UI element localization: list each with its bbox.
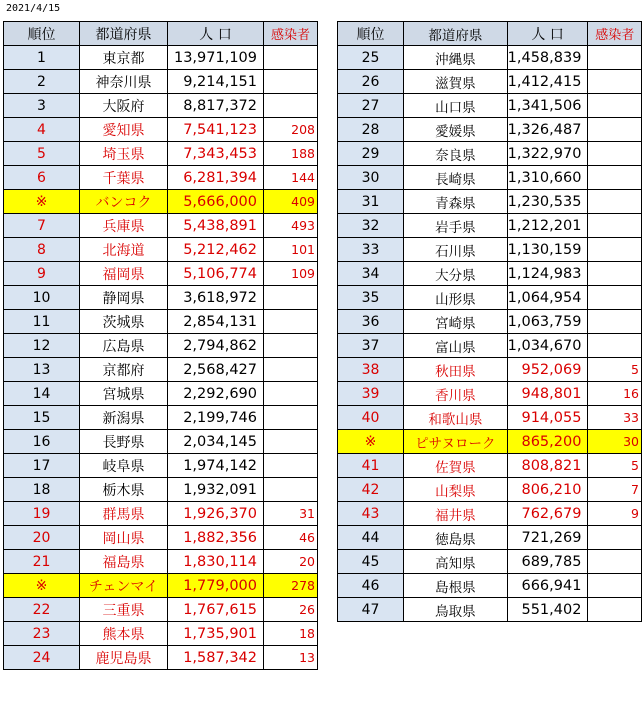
population-cell: 1,412,415 [507, 70, 588, 94]
prefecture-cell: 茨城県 [80, 310, 168, 334]
prefecture-cell: 長野県 [80, 430, 168, 454]
infected-cell [588, 118, 642, 142]
rank-cell: 28 [338, 118, 404, 142]
table-row [4, 46, 318, 70]
infected-cell [588, 46, 642, 70]
infected-cell: 31 [264, 502, 318, 526]
infected-cell: 13 [264, 646, 318, 670]
infected-cell: 30 [588, 430, 642, 454]
rank-cell: 45 [338, 550, 404, 574]
rank-cell: ※ [338, 430, 404, 454]
population-cell: 7,541,123 [168, 118, 264, 142]
rank-cell: 16 [4, 430, 80, 454]
table-row [4, 622, 318, 646]
table-row [4, 142, 318, 166]
infected-cell [588, 310, 642, 334]
infected-cell [588, 70, 642, 94]
table-row [338, 406, 642, 430]
prefecture-cell: 群馬県 [80, 502, 168, 526]
population-cell: 2,854,131 [168, 310, 264, 334]
prefecture-cell: 高知県 [404, 550, 508, 574]
table-row [338, 598, 642, 622]
rank-cell: 12 [4, 334, 80, 358]
population-cell: 5,212,462 [168, 238, 264, 262]
rank-cell: 35 [338, 286, 404, 310]
infected-cell: 18 [264, 622, 318, 646]
prefecture-cell: 和歌山県 [404, 406, 508, 430]
infected-cell: 109 [264, 262, 318, 286]
infected-cell [588, 94, 642, 118]
rank-cell: 15 [4, 406, 80, 430]
table-row [4, 478, 318, 502]
population-cell: 721,269 [507, 526, 588, 550]
prefecture-cell: バンコク [80, 190, 168, 214]
rank-cell: 6 [4, 166, 80, 190]
table-row [4, 286, 318, 310]
prefecture-cell: 山梨県 [404, 478, 508, 502]
population-cell: 8,817,372 [168, 94, 264, 118]
infected-cell [264, 406, 318, 430]
population-cell: 1,830,114 [168, 550, 264, 574]
rank-cell: 44 [338, 526, 404, 550]
population-cell: 1,926,370 [168, 502, 264, 526]
rank-cell: 46 [338, 574, 404, 598]
header-population: 人 口 [507, 22, 588, 46]
rank-cell: 7 [4, 214, 80, 238]
population-cell: 1,063,759 [507, 310, 588, 334]
prefecture-cell: 青森県 [404, 190, 508, 214]
table-body-right [338, 22, 642, 622]
population-cell: 551,402 [507, 598, 588, 622]
population-cell: 2,199,746 [168, 406, 264, 430]
table-row [338, 118, 642, 142]
infected-cell [588, 598, 642, 622]
rank-cell: 5 [4, 142, 80, 166]
infected-cell [588, 238, 642, 262]
prefecture-cell: 岩手県 [404, 214, 508, 238]
population-cell: 914,055 [507, 406, 588, 430]
infected-cell [264, 286, 318, 310]
prefecture-cell: 北海道 [80, 238, 168, 262]
prefecture-cell: 福島県 [80, 550, 168, 574]
population-cell: 7,343,453 [168, 142, 264, 166]
prefecture-cell: 岡山県 [80, 526, 168, 550]
prefecture-cell: 埼玉県 [80, 142, 168, 166]
table-row [4, 118, 318, 142]
infected-cell [588, 166, 642, 190]
prefecture-cell: 静岡県 [80, 286, 168, 310]
population-cell: 808,821 [507, 454, 588, 478]
prefecture-cell: 三重県 [80, 598, 168, 622]
infected-cell: 46 [264, 526, 318, 550]
prefecture-cell: 宮城県 [80, 382, 168, 406]
table-row [4, 550, 318, 574]
rank-cell: 36 [338, 310, 404, 334]
infected-cell [588, 334, 642, 358]
population-cell: 1,212,201 [507, 214, 588, 238]
table-row [4, 646, 318, 670]
infected-cell [264, 94, 318, 118]
prefecture-cell: 沖縄県 [404, 46, 508, 70]
rank-cell: 19 [4, 502, 80, 526]
rank-cell: 9 [4, 262, 80, 286]
rank-cell: 3 [4, 94, 80, 118]
infected-cell [588, 214, 642, 238]
table-row [4, 526, 318, 550]
prefecture-cell: 鳥取県 [404, 598, 508, 622]
population-cell: 1,458,839 [507, 46, 588, 70]
population-cell: 948,801 [507, 382, 588, 406]
table-row [338, 190, 642, 214]
infected-cell [588, 550, 642, 574]
prefecture-cell: 熊本県 [80, 622, 168, 646]
population-cell: 1,735,901 [168, 622, 264, 646]
rank-cell: 10 [4, 286, 80, 310]
population-cell: 1,322,970 [507, 142, 588, 166]
prefecture-cell: 福岡県 [80, 262, 168, 286]
table-row [338, 166, 642, 190]
rank-cell: 33 [338, 238, 404, 262]
infected-cell: 33 [588, 406, 642, 430]
prefecture-cell: 神奈川県 [80, 70, 168, 94]
prefecture-cell: 岐阜県 [80, 454, 168, 478]
population-cell: 2,568,427 [168, 358, 264, 382]
header-rank: 順位 [338, 22, 404, 46]
table-row [338, 142, 642, 166]
infected-cell [264, 310, 318, 334]
rank-cell: ※ [4, 574, 80, 598]
infected-cell: 5 [588, 454, 642, 478]
table-row [4, 502, 318, 526]
population-cell: 3,618,972 [168, 286, 264, 310]
prefecture-cell: 奈良県 [404, 142, 508, 166]
rank-cell: 20 [4, 526, 80, 550]
prefecture-cell: 福井県 [404, 502, 508, 526]
table-row [4, 94, 318, 118]
infected-cell [588, 142, 642, 166]
table-row [4, 214, 318, 238]
rank-cell: 13 [4, 358, 80, 382]
population-cell: 1,064,954 [507, 286, 588, 310]
infected-cell [264, 478, 318, 502]
table-row [338, 574, 642, 598]
population-cell: 1,932,091 [168, 478, 264, 502]
prefecture-cell: 島根県 [404, 574, 508, 598]
prefecture-cell: 秋田県 [404, 358, 508, 382]
population-cell: 1,767,615 [168, 598, 264, 622]
population-cell: 666,941 [507, 574, 588, 598]
infected-cell: 144 [264, 166, 318, 190]
prefecture-cell: 佐賀県 [404, 454, 508, 478]
population-cell: 5,106,774 [168, 262, 264, 286]
table-row [4, 358, 318, 382]
infected-cell: 20 [264, 550, 318, 574]
population-cell: 1,326,487 [507, 118, 588, 142]
prefecture-cell: 長崎県 [404, 166, 508, 190]
rank-cell: 25 [338, 46, 404, 70]
rank-cell: 18 [4, 478, 80, 502]
population-table-left [3, 21, 318, 670]
infected-cell: 493 [264, 214, 318, 238]
table-row [4, 598, 318, 622]
table-row [338, 310, 642, 334]
population-cell: 2,794,862 [168, 334, 264, 358]
highlight-row [338, 430, 642, 454]
prefecture-cell: 山形県 [404, 286, 508, 310]
table-row [4, 430, 318, 454]
table-row [4, 454, 318, 478]
population-cell: 1,341,506 [507, 94, 588, 118]
infected-cell [588, 262, 642, 286]
rank-cell: 23 [4, 622, 80, 646]
rank-cell: 39 [338, 382, 404, 406]
prefecture-cell: 兵庫県 [80, 214, 168, 238]
population-cell: 2,034,145 [168, 430, 264, 454]
population-cell: 1,310,660 [507, 166, 588, 190]
infected-cell [264, 358, 318, 382]
table-row [338, 502, 642, 526]
population-cell: 1,230,535 [507, 190, 588, 214]
table-row [4, 406, 318, 430]
prefecture-cell: 香川県 [404, 382, 508, 406]
population-cell: 1,130,159 [507, 238, 588, 262]
date-label: 2021/4/15 [6, 3, 61, 14]
prefecture-cell: 千葉県 [80, 166, 168, 190]
prefecture-cell: 栃木県 [80, 478, 168, 502]
prefecture-cell: 徳島県 [404, 526, 508, 550]
infected-cell: 188 [264, 142, 318, 166]
table-row [338, 214, 642, 238]
infected-cell [264, 46, 318, 70]
prefecture-cell: 石川県 [404, 238, 508, 262]
population-cell: 1,974,142 [168, 454, 264, 478]
infected-cell: 9 [588, 502, 642, 526]
rank-cell: 30 [338, 166, 404, 190]
infected-cell [588, 190, 642, 214]
header-population: 人 口 [168, 22, 264, 46]
rank-cell: 31 [338, 190, 404, 214]
table-row [4, 334, 318, 358]
header-infected: 感染者 [264, 22, 318, 46]
population-cell: 1,882,356 [168, 526, 264, 550]
rank-cell: 24 [4, 646, 80, 670]
prefecture-cell: 愛媛県 [404, 118, 508, 142]
infected-cell [588, 526, 642, 550]
rank-cell: 42 [338, 478, 404, 502]
table-row [4, 70, 318, 94]
table-row [4, 310, 318, 334]
prefecture-cell: 大阪府 [80, 94, 168, 118]
rank-cell: 1 [4, 46, 80, 70]
rank-cell: 14 [4, 382, 80, 406]
rank-cell: 11 [4, 310, 80, 334]
rank-cell: 22 [4, 598, 80, 622]
infected-cell [588, 574, 642, 598]
rank-cell: 8 [4, 238, 80, 262]
table-row [4, 382, 318, 406]
rank-cell: 2 [4, 70, 80, 94]
highlight-row [4, 574, 318, 598]
infected-cell [264, 454, 318, 478]
infected-cell [588, 286, 642, 310]
population-cell: 806,210 [507, 478, 588, 502]
infected-cell [264, 334, 318, 358]
table-row [338, 478, 642, 502]
rank-cell: 4 [4, 118, 80, 142]
table-row [338, 526, 642, 550]
rank-cell: 47 [338, 598, 404, 622]
prefecture-cell: 大分県 [404, 262, 508, 286]
population-cell: 1,779,000 [168, 574, 264, 598]
population-cell: 5,666,000 [168, 190, 264, 214]
infected-cell [264, 430, 318, 454]
header-row [4, 22, 318, 46]
table-row [338, 94, 642, 118]
table-row [338, 550, 642, 574]
table-row [338, 46, 642, 70]
rank-cell: 21 [4, 550, 80, 574]
rank-cell: 43 [338, 502, 404, 526]
infected-cell: 101 [264, 238, 318, 262]
rank-cell: 26 [338, 70, 404, 94]
table-row [4, 262, 318, 286]
rank-cell: 34 [338, 262, 404, 286]
rank-cell: ※ [4, 190, 80, 214]
prefecture-cell: 富山県 [404, 334, 508, 358]
population-cell: 6,281,394 [168, 166, 264, 190]
rank-cell: 40 [338, 406, 404, 430]
highlight-row [4, 190, 318, 214]
infected-cell: 16 [588, 382, 642, 406]
infected-cell: 7 [588, 478, 642, 502]
header-row [338, 22, 642, 46]
population-cell: 1,587,342 [168, 646, 264, 670]
infected-cell [264, 382, 318, 406]
table-row [338, 70, 642, 94]
infected-cell: 5 [588, 358, 642, 382]
table-row [338, 454, 642, 478]
rank-cell: 29 [338, 142, 404, 166]
population-cell: 9,214,151 [168, 70, 264, 94]
table-row [338, 286, 642, 310]
header-infected: 感染者 [588, 22, 642, 46]
population-cell: 13,971,109 [168, 46, 264, 70]
infected-cell: 208 [264, 118, 318, 142]
prefecture-cell: 広島県 [80, 334, 168, 358]
prefecture-cell: 鹿児島県 [80, 646, 168, 670]
rank-cell: 17 [4, 454, 80, 478]
table-row [4, 238, 318, 262]
header-prefecture: 都道府県 [404, 22, 508, 46]
rank-cell: 41 [338, 454, 404, 478]
prefecture-cell: 愛知県 [80, 118, 168, 142]
header-rank: 順位 [4, 22, 80, 46]
population-table-right [337, 21, 642, 622]
population-cell: 1,124,983 [507, 262, 588, 286]
table-row [338, 358, 642, 382]
population-cell: 1,034,670 [507, 334, 588, 358]
infected-cell [264, 70, 318, 94]
population-cell: 5,438,891 [168, 214, 264, 238]
table-row [338, 238, 642, 262]
prefecture-cell: 宮崎県 [404, 310, 508, 334]
prefecture-cell: ピサヌローク [404, 430, 508, 454]
population-cell: 689,785 [507, 550, 588, 574]
population-cell: 762,679 [507, 502, 588, 526]
population-cell: 2,292,690 [168, 382, 264, 406]
rank-cell: 38 [338, 358, 404, 382]
prefecture-cell: 山口県 [404, 94, 508, 118]
prefecture-cell: 滋賀県 [404, 70, 508, 94]
table-body-left [4, 22, 318, 670]
table-row [338, 334, 642, 358]
population-cell: 865,200 [507, 430, 588, 454]
population-cell: 952,069 [507, 358, 588, 382]
infected-cell: 26 [264, 598, 318, 622]
infected-cell: 409 [264, 190, 318, 214]
prefecture-cell: チェンマイ [80, 574, 168, 598]
rank-cell: 32 [338, 214, 404, 238]
header-prefecture: 都道府県 [80, 22, 168, 46]
table-row [338, 262, 642, 286]
table-row [338, 382, 642, 406]
prefecture-cell: 京都府 [80, 358, 168, 382]
rank-cell: 27 [338, 94, 404, 118]
prefecture-cell: 新潟県 [80, 406, 168, 430]
infected-cell: 278 [264, 574, 318, 598]
prefecture-cell: 東京都 [80, 46, 168, 70]
table-row [4, 166, 318, 190]
rank-cell: 37 [338, 334, 404, 358]
